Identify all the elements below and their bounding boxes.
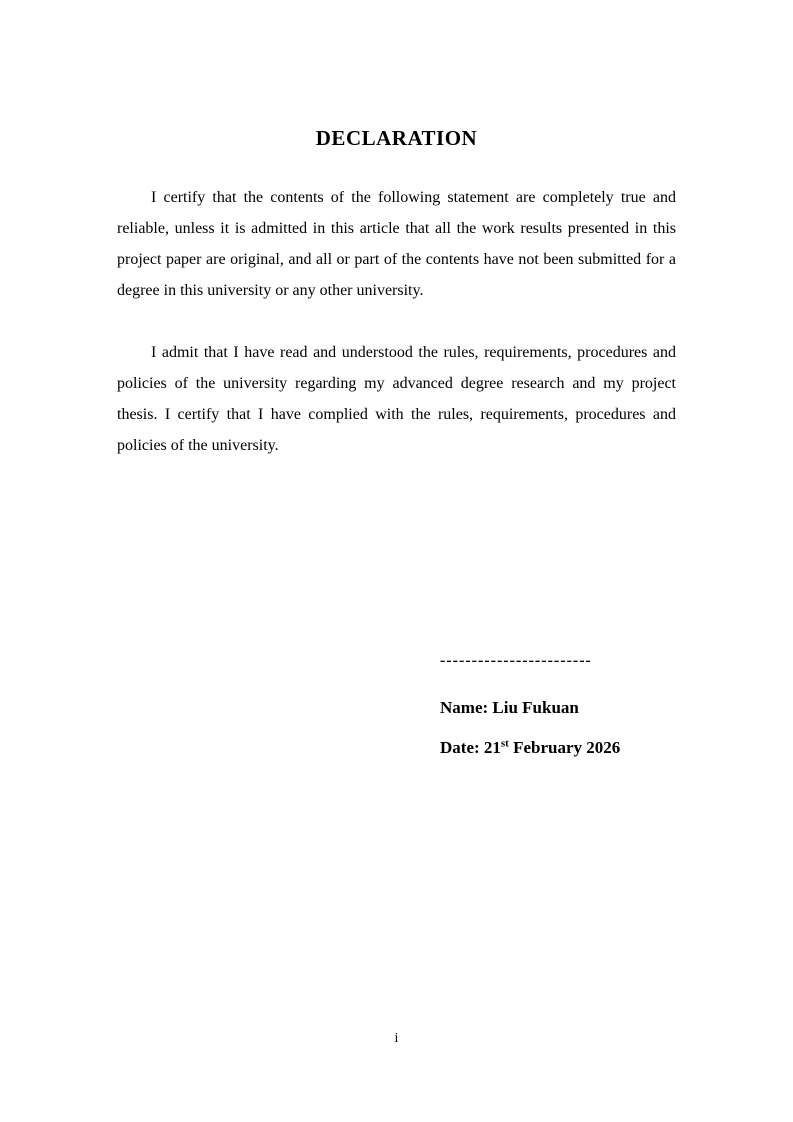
declaration-paragraph-2: I admit that I have read and understood the rules, requirements, procedures and policies of the university regarding my advanced degree research and my project thesis. I certify that I have complied with the rules, requirements, procedures and policies of the university. (117, 344, 676, 454)
signature-dashed-line: ------------------------ (440, 652, 592, 669)
signature-name-line: Name: Liu Fukuan (440, 698, 579, 717)
page-title: DECLARATION (315, 126, 478, 150)
signature-date-ordinal: st (500, 737, 509, 750)
signature-date-suffix: February 2026 (513, 738, 621, 757)
signature-date-line (440, 738, 620, 758)
signature-date-prefix: Date: 21 (440, 738, 501, 757)
page-number: i (394, 1031, 399, 1046)
declaration-paragraph-1: I certify that the contents of the following statement are completely true and reliable, unless it is admitted in this article that all the work results presented in this project paper are original, and all or part of the contents have not been submitted for a degree in this university or any other university. (117, 189, 676, 299)
